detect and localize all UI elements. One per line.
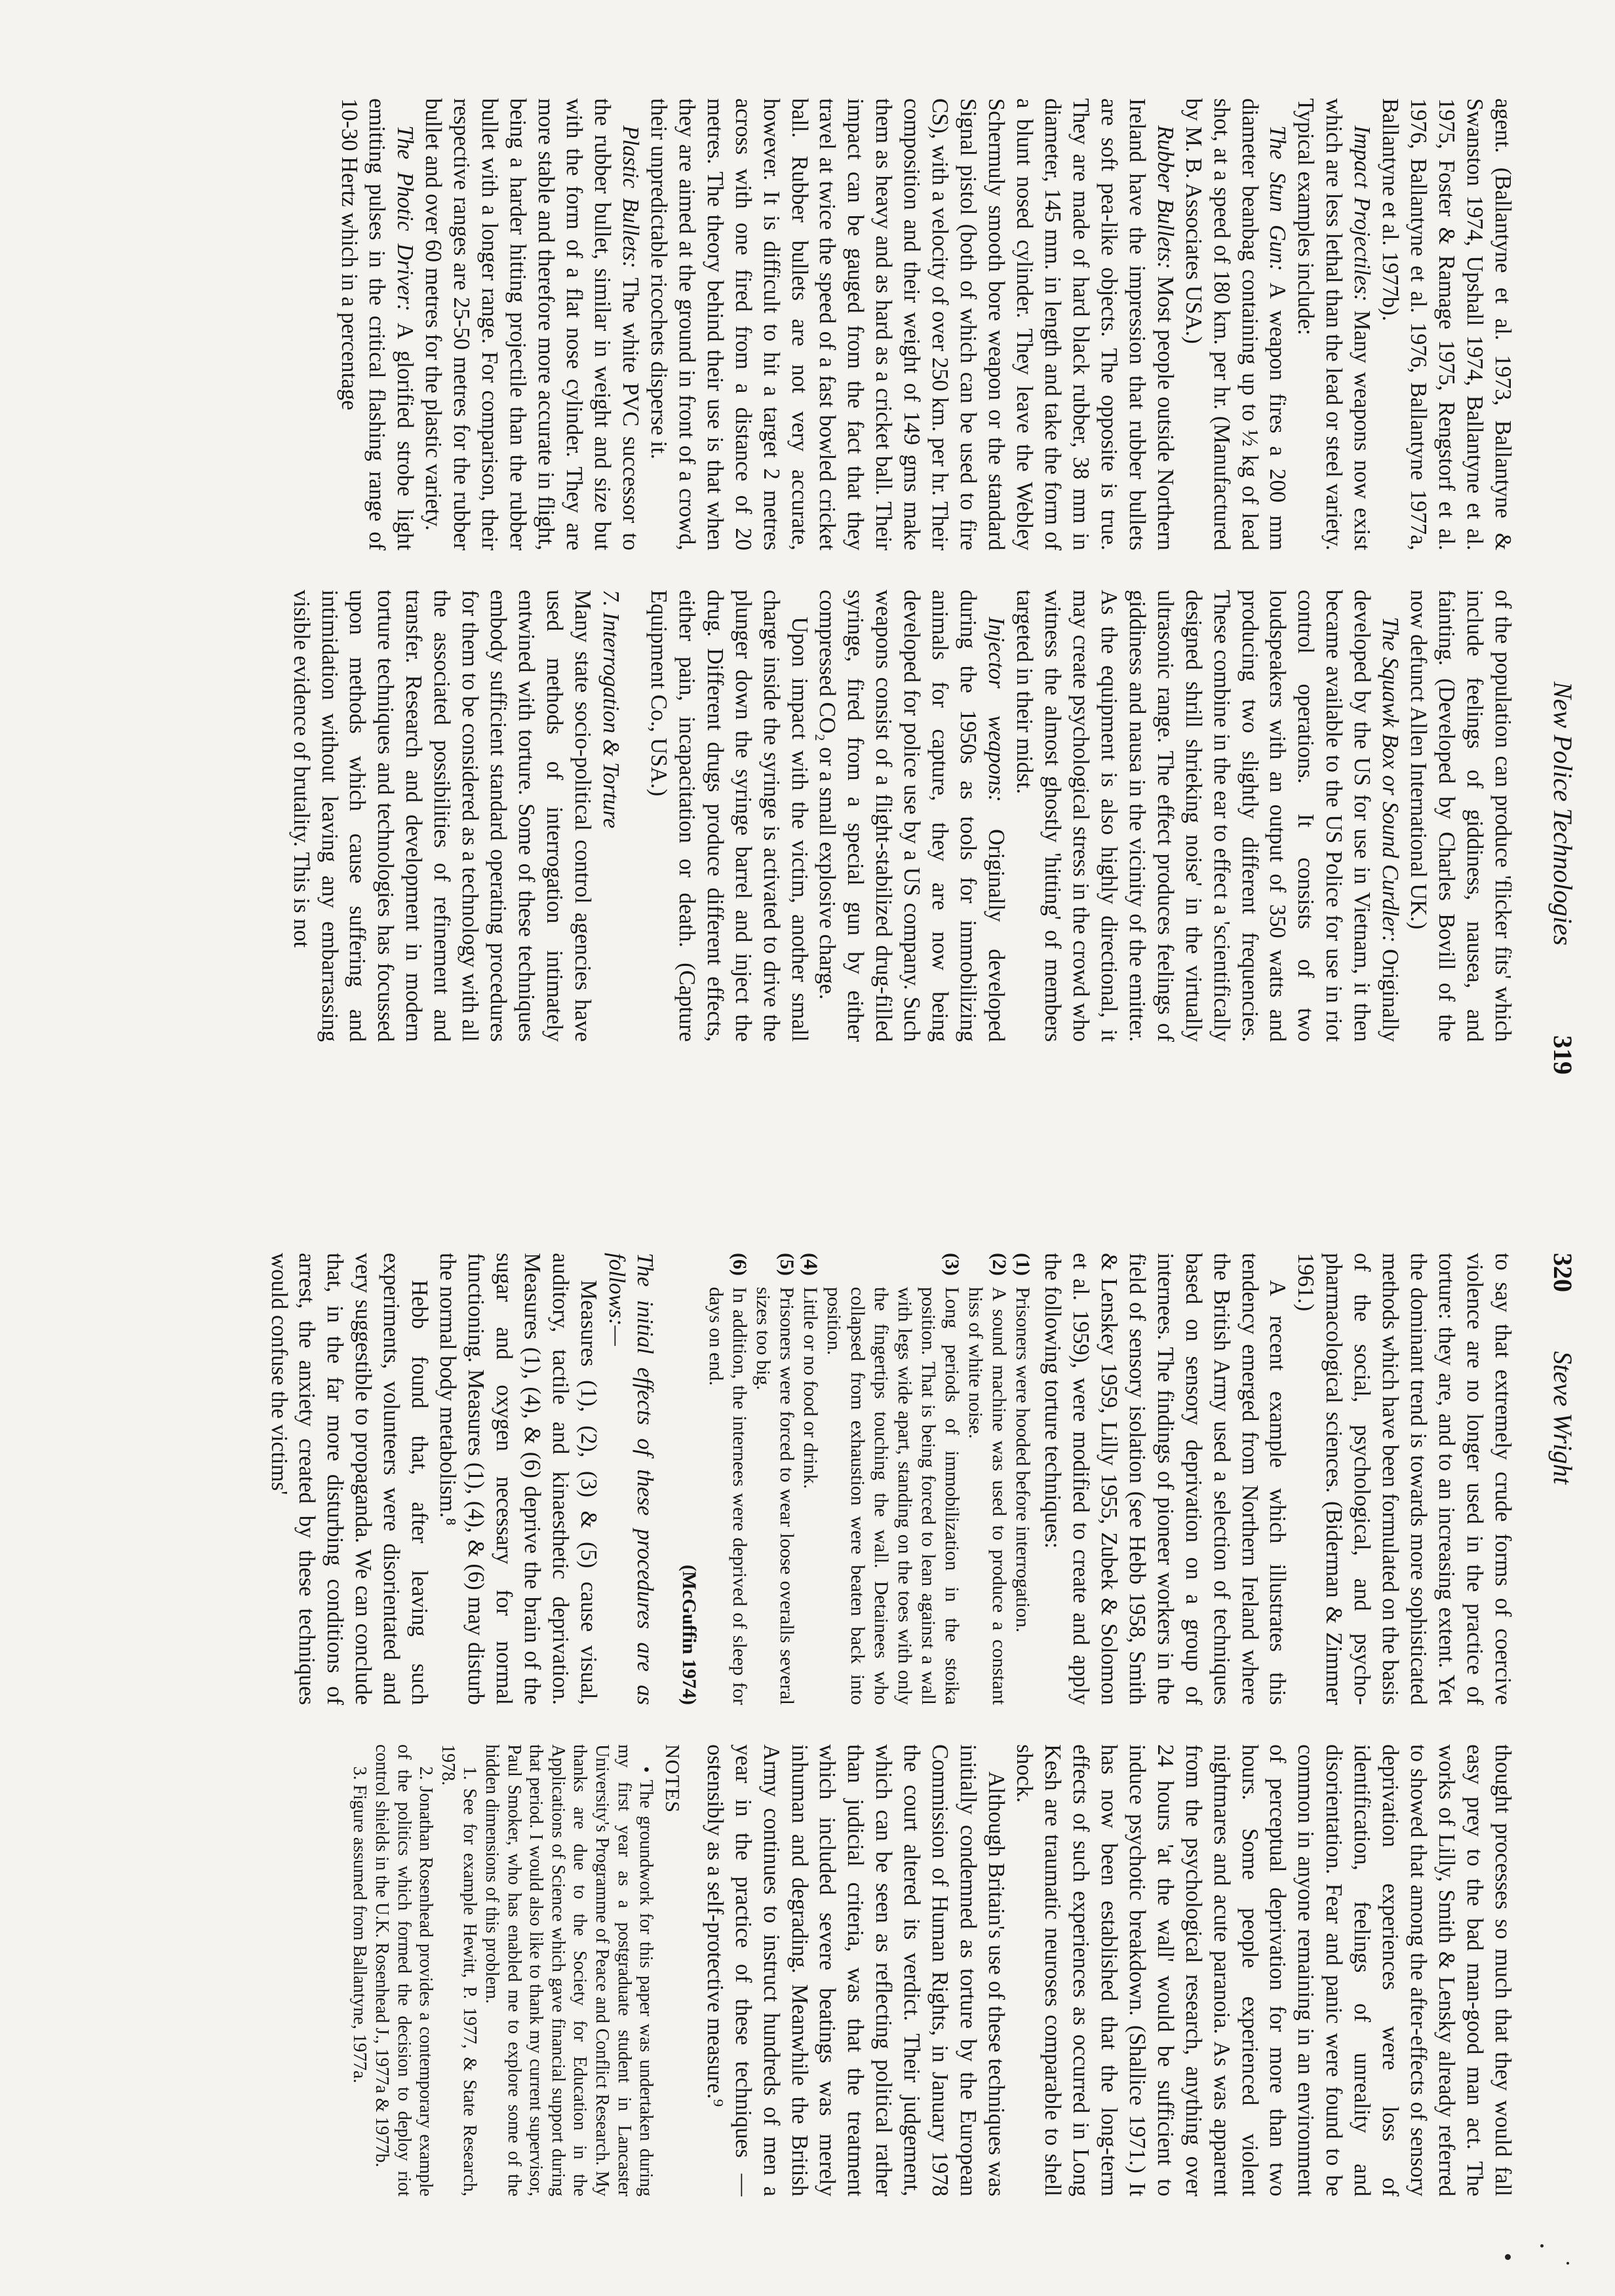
run-in-heading: The Photic Driver:: [393, 125, 418, 312]
running-header: [1540, 681, 1586, 1075]
paragraph-text: agent. (Ballantyne et al. 1973, Ballantyne & Swanston 1974, Upshall 1974, Ballantyne et al. 1975, Foster & Ramage 1975, Rengstorf et al. 1976, Ballantyne et al. 1976, Ballantyne 1977a, Ballantyne et al. 1977b).: [1378, 98, 1515, 550]
run-in-heading: Plastic Bullets:: [617, 125, 643, 269]
paragraph: [1292, 98, 1376, 550]
list-item: [704, 1253, 751, 1705]
paragraph: [1010, 1744, 1517, 2196]
list-item-text: Little or no food or drink.: [800, 1287, 822, 1489]
paragraph: [701, 1744, 1010, 2196]
column-2: [75, 590, 1517, 1042]
running-title: New Police Technologies: [1548, 681, 1578, 946]
paragraph-text: Originally developed during the 1950s as tools for immobilizing animals for capture, they are now being developed for police use by a US company. Such weapons consist of a flight-stabilized drug-filled syringe, fired from a special gun by either compressed CO₂ or a small explosive charge.: [815, 590, 1009, 1042]
footnote: 1. See for example Hewitt, P. 1977, & State Research, 1978.: [437, 1744, 480, 2196]
paragraph-text: thought processes so much that they would fall easy prey to the bad man-good man act. The works of Lilly, Smith & Lensky already referred to showed that among the after-effects of sensory deprivation experiences were loss of identification, feelings of unreality and disorientation. Fear and panic were found to be common in anyone remaining in an environment of perceptual deprivation for more than two hours. Some people experienced violent nightmares and acute paranoia. As was apparent from the psychological research, anything over 24 hours 'at the wall' would be sufficient to induce psychotic breakdown. (Shallice 1971.) It has now been established that the long-term effects of such experiences as occurred in Long Kesh are traumatic neuroses comparable to shell shock.: [1012, 1744, 1515, 2196]
paragraph: [335, 98, 419, 550]
footnote: 3. Figure assumed from Ballantyne, 1977a.: [349, 1766, 370, 2084]
run-in-heading: The initial effects of these procedures are as follows:—: [604, 1253, 657, 1705]
run-in-heading: Impact Projectiles:: [1350, 125, 1375, 302]
page-number: 320: [1548, 1253, 1578, 1292]
print-speck: [1505, 2254, 1511, 2260]
page-number: 319: [1548, 1035, 1578, 1075]
page-320: [0, 1148, 1615, 2296]
paragraph-text: A recent example which illustrates this tendency emerged from Northern Ireland where the British Army used a selection of techniques based on sensory deprivation on a group of internees. The findings of pioneer workers in the field of sensory isolation (see Hebb 1958, Smith & Lenskey 1959, Lilly 1955, Zubek & Solomon et al. 1959), were modified to create and apply the following torture techniques:: [1040, 1253, 1291, 1705]
intro-text: [1038, 1253, 1517, 1705]
techniques-citation: (McGuffin 1974): [678, 1564, 701, 1705]
paragraph-text: Although Britain's use of these techniques was initially condemned as torture by the European Commission of Human Rights, in January 1978 the court altered its verdict. Their judgement, which can be seen as reflecting political rather than judicial criteria, was that the treatment which included severe beatings was merely inhuman and degrading. Meanwhile the British Army continues to instruct hundreds of men a year in the practice of these techniques — ostensibly as a self-protective measure.⁹: [702, 1744, 1009, 2196]
list-item-text: A sound machine was used to produce a constant hiss of white noise.: [965, 1287, 1011, 1705]
run-in-heading: Rubber Bullets:: [1152, 125, 1178, 269]
paragraph: [287, 590, 596, 1042]
list-marker: (1): [1012, 1253, 1034, 1276]
paragraph: [419, 98, 644, 550]
run-in-heading: The Stun Gun:: [1265, 125, 1291, 271]
paragraph: [1292, 1253, 1517, 1705]
run-in-heading: Injector weapons:: [984, 617, 1009, 803]
list-item-text: Prisoners were forced to wear loose overalls several sizes too big.: [752, 1287, 798, 1705]
list-marker: (4): [800, 1253, 822, 1276]
notes-heading: NOTES: [661, 1744, 684, 1813]
notes-list: [349, 1744, 657, 2196]
paragraph-text: A weapon fires a 200 mm diameter beanbag containing up to ½ kg of lead shot, at a speed of 180 km. per hr. (Manufactured by M. B. Associates USA.): [1180, 98, 1291, 550]
paragraph-text: to say that extremely crude forms of coercive violence are no longer used in the practice of torture: they are, and to an increasing extent. Yet the dominant trend is towards more sophisticated methods which have been formulated on the basis of the social, psychological, and psycho-pharmacological sciences. (Biderman & Zimmer 1961.): [1293, 1253, 1515, 1705]
running-header: [1540, 1253, 1586, 1659]
paragraph: [1376, 98, 1517, 550]
body-text: [701, 1744, 1517, 2196]
paragraph-text: Measures (1), (2), (3) & (5) cause visual, auditory, tactile and kinaesthetic deprivation. Measures (1), (4), & (6) deprive the brain of the sugar and oxygen necessary for normal functioning. Measures (1), (4), & (6) may disturb the normal body metabolism.⁸: [435, 1253, 601, 1705]
heading-text: 7. Interrogation & Torture: [598, 590, 623, 829]
paragraph: [1038, 1253, 1291, 1705]
list-item: [822, 1253, 963, 1705]
paragraph-text: Hebb found that, after leaving such experiments, volunteers were disorientated and very suggestible to propaganda. We can conclude that, in the far more disturbing conditions of arrest, the anxiety created by these techniques would confuse the victims': [266, 1253, 433, 1705]
paragraph-text: A glorified strobe light emitting pulses in the critical flashing range of 10-30 Hertz which in a percentage: [336, 98, 418, 550]
paragraph: [433, 1253, 602, 1705]
paragraph: [813, 590, 1011, 1042]
list-marker: (3): [941, 1253, 963, 1276]
paragraph-text: of the population can produce 'flicker fits' which include feelings of giddiness, nausea, and fainting. (Developed by Charles Bovill of the now defunct Allen International UK.): [1406, 590, 1515, 1042]
paragraph-text: Originally developed by the US for use in Vietnam, it then became available to the US Police for use in riot control operations. It consists of two loudspeakers with an output of 350 watts and producing two slightly different frequencies. These combine in the ear to effect a 'scientifically designed shrill shrieking noise' in the virtually ultrasonic range. The effect produces feelings of giddiness and nausa in the vicinity of the emitter. As the equipment is also highly directional, it may create psychological stress in the crowd who witness the almost ghostly 'hitting' of members targeted in their midst.: [1012, 590, 1403, 1042]
effects-text: [265, 1253, 659, 1705]
print-speck: [1540, 2244, 1544, 2248]
list-marker: (6): [729, 1253, 751, 1276]
footnote: • The groundwork for this paper was undertaken during my first year as a postgraduate student in Lancaster University's Programme of Peace and Conflict Research. My thanks are due to the Society for Education in the Applications of Science which gave financial support during that period. I would also like to thank my current supervisor, Paul Smoker, who has enabled me to explore some of the hidden dimensions of this problem.: [482, 1744, 657, 2196]
list-item: [798, 1253, 822, 1705]
paragraph: [644, 98, 1179, 550]
list-item-text: Prisoners were hooded before interrogation.: [1012, 1287, 1034, 1633]
list-item-text: Long periods of immobilization in the stoika position. That is being forced to lean against a wall with legs wide apart, standing on the toes with only the fingertips touching the wall. Detainees who collapsed from exhaustion were beaten back into position.: [823, 1287, 963, 1705]
list-item: [751, 1253, 798, 1705]
footnote: 2. Jonathan Rosenhead provides a contemporary example of the politics which formed the decision to deploy riot control shields in the U.K. Rosenhead J., 1977a & 1977b.: [372, 1744, 437, 2196]
print-speck: [1566, 2262, 1569, 2265]
paragraph: [1404, 590, 1517, 1042]
paragraph: [644, 590, 813, 1042]
paragraph-text: Upon impact with the victim, another small charge inside the syringe is activated to drive the plunger down the syringe barrel and inject the drug. Different drugs produce different effects, either pain, incapacitation or death. (Capture Equipment Co., USA.): [646, 590, 812, 1042]
run-in-heading: The Squawk Box or Sound Curdler:: [1378, 617, 1403, 943]
list-item-text: In addition, the internees were deprived of sleep for days on end.: [705, 1287, 751, 1705]
paragraph: [1179, 98, 1292, 550]
paragraph: [265, 1253, 434, 1705]
paragraph-text: Most people outside Northern Ireland have the impression that rubber bullets are soft pea-like objects. The opposite is true. They are made of hard black rubber, 38 mm in diameter, 145 mm. in length and take the form of a blunt nosed cylinder. They leave the Webley Schermuly smooth bore weapon or the standard Signal pistol (both of which can be used to fire CS), with a velocity of over 250 km. per hr. Their composition and their weight of 149 gms make them as heavy and as hard as a cricket ball. Their impact can be gauged from the fact that they travel at twice the speed of a fast bowled cricket ball. Rubber bullets are not very accurate, however. It is difficult to hit a target 2 metres across with one fired from a distance of 20 metres. The theory behind their use is that when they are aimed at the ground in front of a crowd, their unpredictable ricochets disperse it.: [646, 98, 1178, 550]
list-item: [963, 1253, 1011, 1705]
section-heading: [596, 590, 625, 1042]
column-4: [75, 1744, 1517, 2196]
list-marker: (5): [776, 1253, 798, 1276]
list-item: [1011, 1253, 1034, 1705]
paragraph-text: Many state socio-political control agencies have used methods of interrogation intimately entwined with torture. Some of these techniques embody sufficient standard operating procedures for them to be considered as a technology with all the associated possibilities of refinement and transfer. Research and development in modern torture techniques and technologies has focussed upon methods which cause suffering and intimidation without leaving any embarrassing visible evidence of brutality. This is not: [288, 590, 595, 1042]
techniques-list: [704, 1253, 1034, 1705]
column-3: [75, 1253, 1517, 1705]
paragraph: [602, 1253, 659, 1705]
paragraph: [1010, 590, 1404, 1042]
column-1: [75, 98, 1517, 550]
paragraph-text: The white PVC successor to the rubber bullet, similar in weight and size but with the form of a flat nose cylinder. They are more stable and therefore more accurate in flight, being a harder hitting projectile than the rubber bullet with a longer range. For comparison, their respective ranges are 25-50 metres for the rubber bullet and over 60 metres for the plastic variety.: [421, 98, 643, 550]
running-author: Steve Wright: [1548, 1351, 1578, 1485]
list-marker: (2): [988, 1253, 1011, 1276]
paragraph-text: Many weapons now exist which are less lethal than the lead or steel variety. Typical examples include:: [1293, 98, 1375, 550]
